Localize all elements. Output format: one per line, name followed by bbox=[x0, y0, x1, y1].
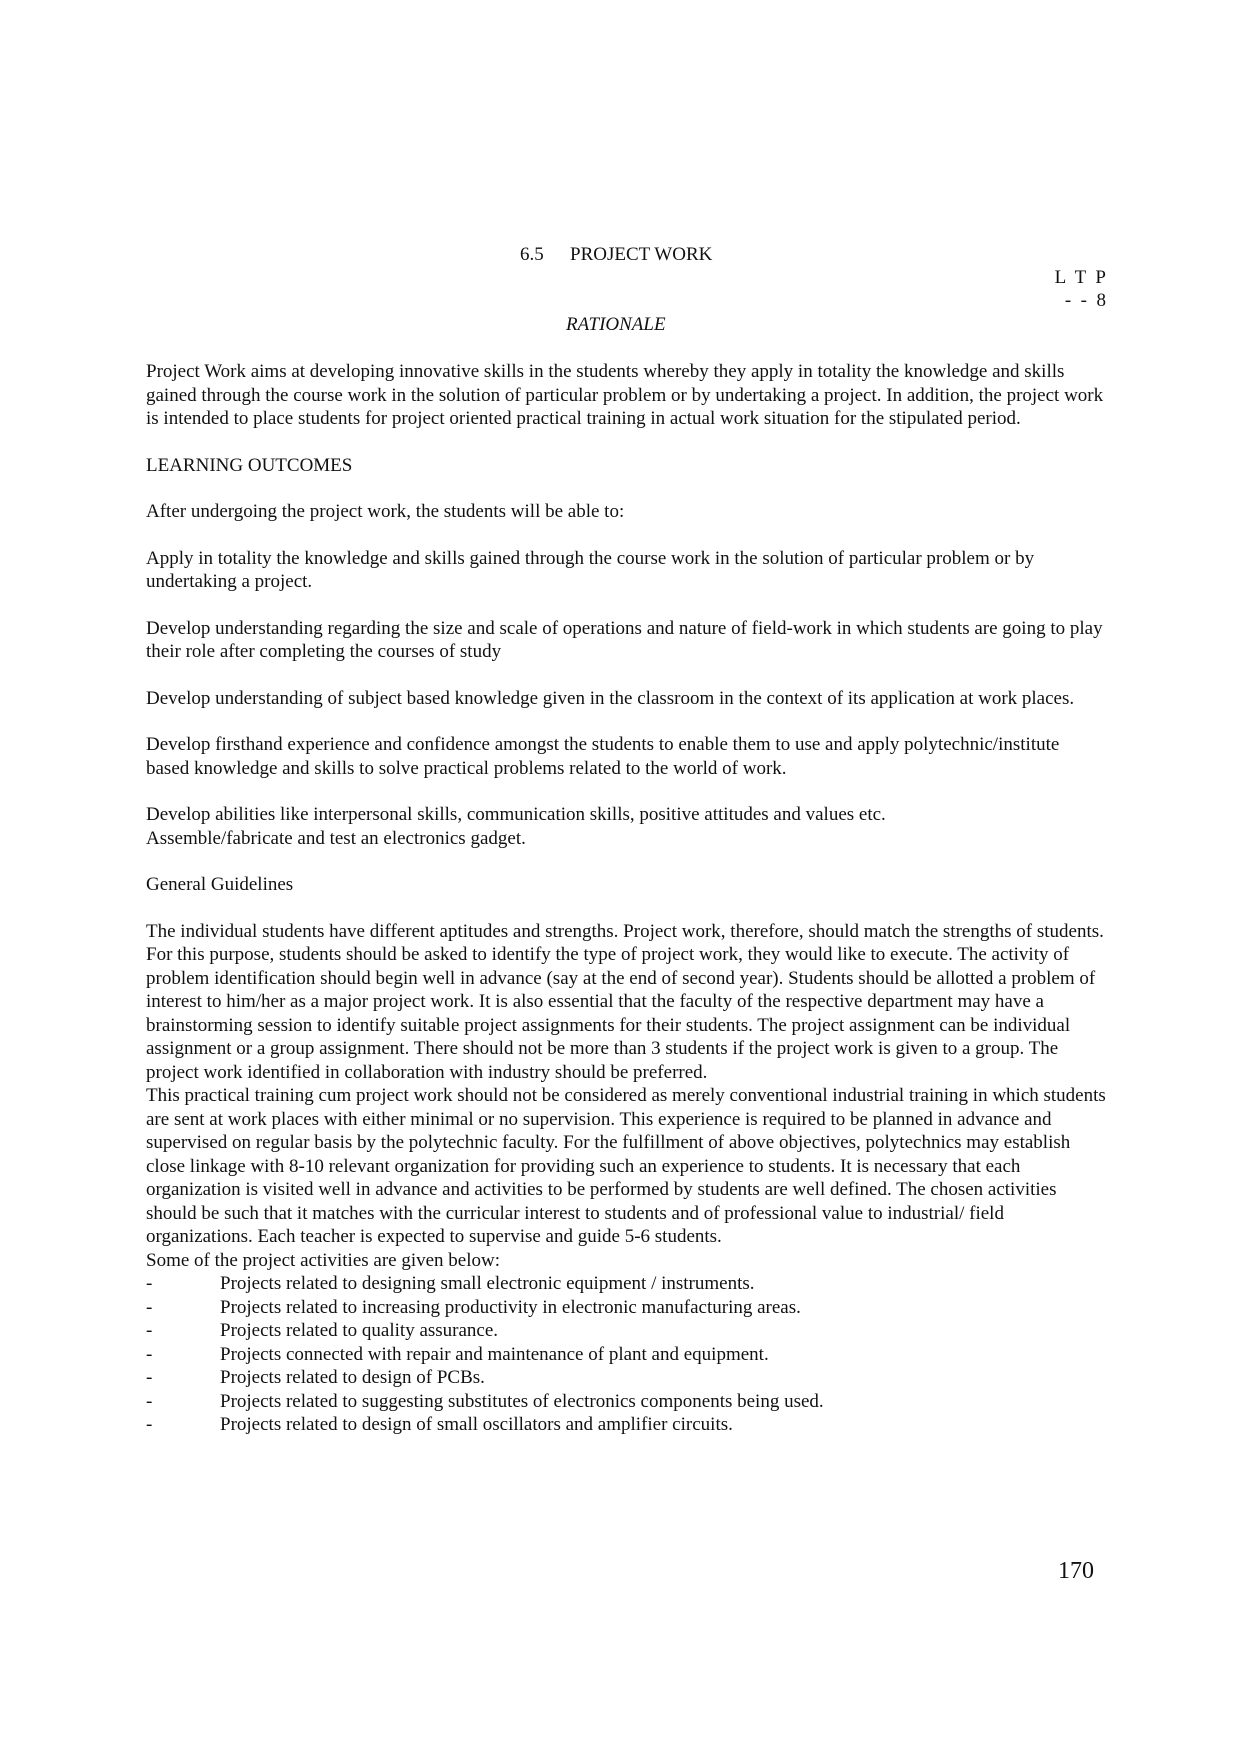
guidelines-heading: General Guidelines bbox=[146, 874, 294, 895]
activities-intro: Some of the project activities are given below: bbox=[146, 1249, 501, 1271]
learning-outcome-item: Develop firsthand experience and confidence amongst the students to enable them to use and apply polytechnic/institute based knowledge and skills to solve practical problems related to the world of work. bbox=[146, 734, 1060, 779]
list-item-text: Projects connected with repair and maintenance of plant and equipment. bbox=[220, 1343, 769, 1365]
learning-outcomes-intro: After undergoing the project work, the students will be able to: bbox=[146, 501, 625, 522]
rationale-paragraph: Project Work aims at developing innovative skills in the students whereby they apply in totality the knowledge and skills gained through the course work in the solution of particular problem or by undertaking a project. In addition, the project work is intended to place students for project oriented practical training in actual work situation for the stipulated period. bbox=[146, 361, 1104, 429]
page-number: 170 bbox=[1058, 1558, 1094, 1584]
list-item-text: Projects related to design of small oscillators and amplifier circuits. bbox=[220, 1414, 733, 1435]
activities-list bbox=[146, 1272, 1106, 1437]
list-item bbox=[146, 1319, 1106, 1343]
list-item-text: Projects related to increasing productivity in electronic manufacturing areas. bbox=[220, 1296, 801, 1318]
list-item-text: Projects related to designing small electronic equipment / instruments. bbox=[220, 1273, 755, 1294]
learning-outcome-item: Develop abilities like interpersonal skills, communication skills, positive attitudes and values etc. bbox=[146, 804, 886, 825]
list-item bbox=[146, 1413, 1106, 1437]
guidelines-paragraph: This practical training cum project work should not be considered as merely conventional industrial training in which students are sent at work places with either minimal or no supervision. This experience is required to be planned in advance and supervised on regular basis by the polytechnic faculty. For the fulfillment of above objectives, polytechnics may establish close linkage with 8-10 relevant organization for providing such an experience to students. It is necessary that each organization is visited well in advance and activities to be performed by students are well defined. The chosen activities should be such that it matches with the curricular interest to students and of professional value to industrial/ field organizations. Each teacher is expected to supervise and guide 5-6 students. bbox=[146, 1085, 1106, 1247]
list-item bbox=[146, 1366, 1106, 1390]
list-item bbox=[146, 1296, 1106, 1320]
bullet-dash: - bbox=[146, 1414, 153, 1435]
list-item bbox=[146, 1390, 1106, 1414]
guidelines-paragraph: The individual students have different aptitudes and strengths. Project work, therefore, should match the strengths of students. For this purpose, students should be asked to identify the type of project work, they would like to execute. The activity of problem identification should begin well in advance (say at the end of second year). Students should be allotted a problem of interest to him/her as a major project work. It is also essential that the faculty of the respective department may have a brainstorming session to identify suitable project assignments for their students. The project assignment can be individual assignment or a group assignment. There should not be more than 3 students if the project work is given to a group. The project work identified in collaboration with industry should be preferred. bbox=[146, 920, 1104, 1083]
learning-outcome-item: Develop understanding of subject based knowledge given in the classroom in the context of its application at work places. bbox=[146, 687, 1075, 709]
section-title-text: PROJECT WORK bbox=[570, 244, 713, 265]
bullet-dash: - bbox=[146, 1296, 153, 1318]
rationale-heading: RATIONALE bbox=[566, 314, 666, 335]
section-number: 6.5 bbox=[520, 244, 544, 265]
list-item bbox=[146, 1272, 1106, 1296]
list-item-text: Projects related to quality assurance. bbox=[220, 1320, 499, 1341]
list-item bbox=[146, 1343, 1106, 1367]
list-item-text: Projects related to design of PCBs. bbox=[220, 1367, 485, 1388]
bullet-dash: - bbox=[146, 1367, 153, 1388]
learning-outcome-item: Assemble/fabricate and test an electronics gadget. bbox=[146, 827, 526, 849]
bullet-dash: - bbox=[146, 1390, 153, 1412]
learning-outcome-item: Develop understanding regarding the size and scale of operations and nature of field-work in which students are going to play their role after completing the courses of study bbox=[146, 617, 1103, 662]
learning-outcomes-heading: LEARNING OUTCOMES bbox=[146, 454, 353, 476]
document-body bbox=[146, 360, 1106, 1437]
ltp-block bbox=[1016, 266, 1106, 312]
ltp-values: - - 8 bbox=[1064, 290, 1106, 311]
list-item-text: Projects related to suggesting substitutes of electronics components being used. bbox=[220, 1390, 824, 1412]
section-title bbox=[520, 243, 712, 266]
bullet-dash: - bbox=[146, 1320, 153, 1341]
bullet-dash: - bbox=[146, 1273, 153, 1294]
learning-outcome-item: Apply in totality the knowledge and skills gained through the course work in the solution of particular problem or by undertaking a project. bbox=[146, 547, 1035, 592]
bullet-dash: - bbox=[146, 1343, 153, 1365]
ltp-label: L T P bbox=[1054, 267, 1106, 288]
